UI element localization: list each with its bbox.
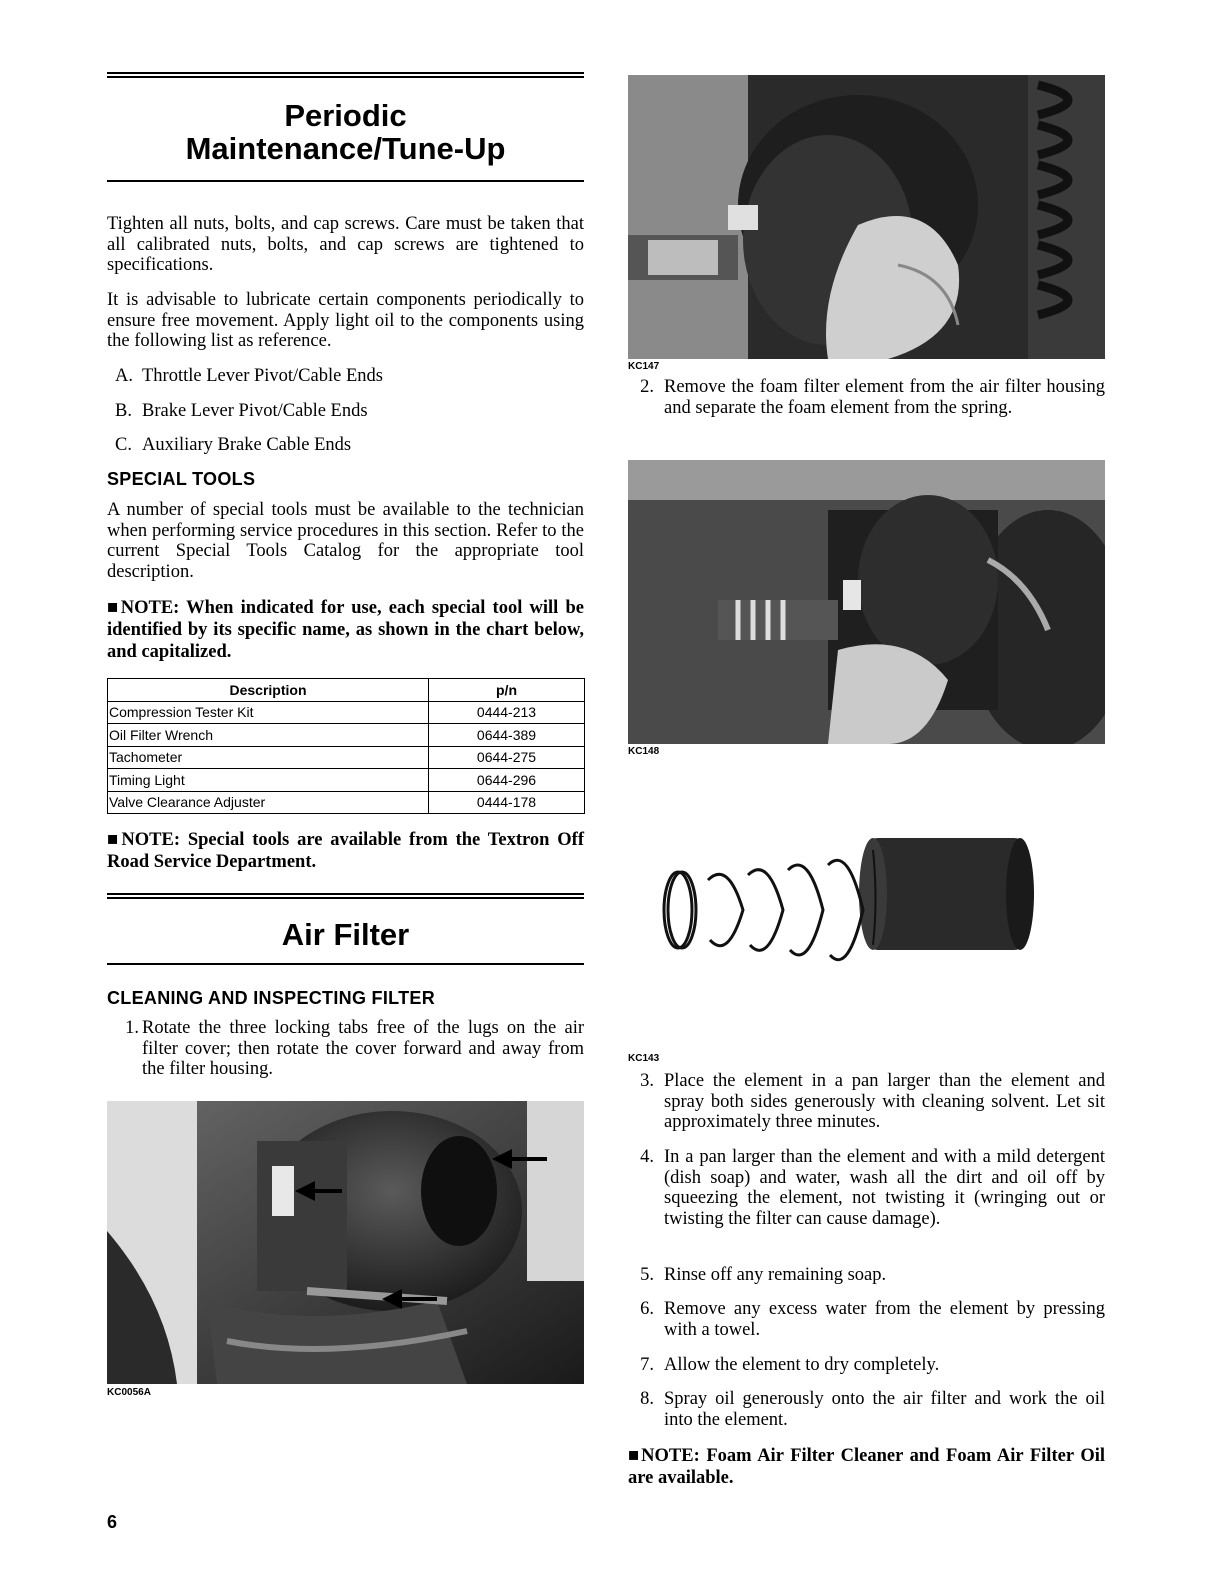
table-row xyxy=(108,746,585,769)
cell-pn: 0444-178 xyxy=(429,791,585,814)
title-rule-bottom xyxy=(107,180,584,182)
intro-paragraph: Tighten all nuts, bolts, and cap screws. Care must be taken that all calibrated nuts, bolts, and cap screws are tightened to specifications. xyxy=(107,214,584,275)
heading-cleaning-inspecting: CLEANING AND INSPECTING FILTER xyxy=(107,988,435,1008)
note-square-icon: ■ xyxy=(107,598,121,618)
air-filter-rule-top xyxy=(107,893,584,899)
list-item: C. Auxiliary Brake Cable Ends xyxy=(115,435,352,455)
photo-foam-filter-removal xyxy=(628,75,1105,359)
heading-special-tools: SPECIAL TOOLS xyxy=(107,469,256,489)
figure-caption-kc0056a: KC0056A xyxy=(107,1387,151,1398)
cell-description: Timing Light xyxy=(108,769,429,792)
cell-description: Valve Clearance Adjuster xyxy=(108,791,429,814)
table-row xyxy=(108,791,585,814)
table-row xyxy=(108,724,585,747)
figure-caption-kc148: KC148 xyxy=(628,746,660,757)
section-title-air-filter: Air Filter xyxy=(281,917,410,952)
cell-description: Compression Tester Kit xyxy=(108,701,429,724)
note-foam-cleaner-oil: ■NOTE: Foam Air Filter Cleaner and Foam Air Filter Oil are available. xyxy=(628,1446,1105,1488)
figure-caption-kc147: KC147 xyxy=(628,361,660,372)
photo-foam-element-spring xyxy=(628,460,1105,744)
title-line-2: Maintenance/Tune-Up xyxy=(185,131,506,166)
special-tools-table xyxy=(107,678,585,814)
cell-pn: 0644-389 xyxy=(429,724,585,747)
cell-pn: 0644-296 xyxy=(429,769,585,792)
figure-caption-kc143: KC143 xyxy=(628,1053,660,1064)
col-header-pn: p/n xyxy=(429,679,585,702)
note-special-tool-names: ■NOTE: When indicated for use, each special tool will be identified by its specific name, as shown in the chart below, and capitalized. xyxy=(107,598,584,662)
col-header-description: Description xyxy=(108,679,429,702)
list-item: B. Brake Lever Pivot/Cable Ends xyxy=(115,401,368,421)
note-square-icon: ■ xyxy=(628,1446,642,1466)
lubrication-paragraph: It is advisable to lubricate certain components periodically to ensure free movement. Apply light oil to the components using the following list as reference. xyxy=(107,290,584,351)
table-row xyxy=(108,701,585,724)
cell-description: Oil Filter Wrench xyxy=(108,724,429,747)
list-item: A. Throttle Lever Pivot/Cable Ends xyxy=(115,366,383,386)
photo-air-filter-cover xyxy=(107,1101,584,1384)
cell-pn: 0644-275 xyxy=(429,746,585,769)
title-line-1: Periodic xyxy=(284,98,407,133)
table-header-row xyxy=(108,679,585,702)
cell-description: Tachometer xyxy=(108,746,429,769)
section-title-maintenance xyxy=(107,99,584,165)
title-rule-top xyxy=(107,72,584,78)
photo-spring-and-foam-element xyxy=(648,820,1088,1040)
table-row xyxy=(108,769,585,792)
air-filter-rule-bottom xyxy=(107,963,584,965)
special-tools-paragraph: A number of special tools must be available to the technician when performing service procedures in this section. Refer to the current Special Tools Catalog for the appropriate tool description. xyxy=(107,500,584,582)
note-tools-availability: ■NOTE: Special tools are available from the Textron Off Road Service Department. xyxy=(107,830,584,872)
cell-pn: 0444-213 xyxy=(429,701,585,724)
note-square-icon: ■ xyxy=(107,830,122,850)
page-number: 6 xyxy=(107,1512,118,1532)
